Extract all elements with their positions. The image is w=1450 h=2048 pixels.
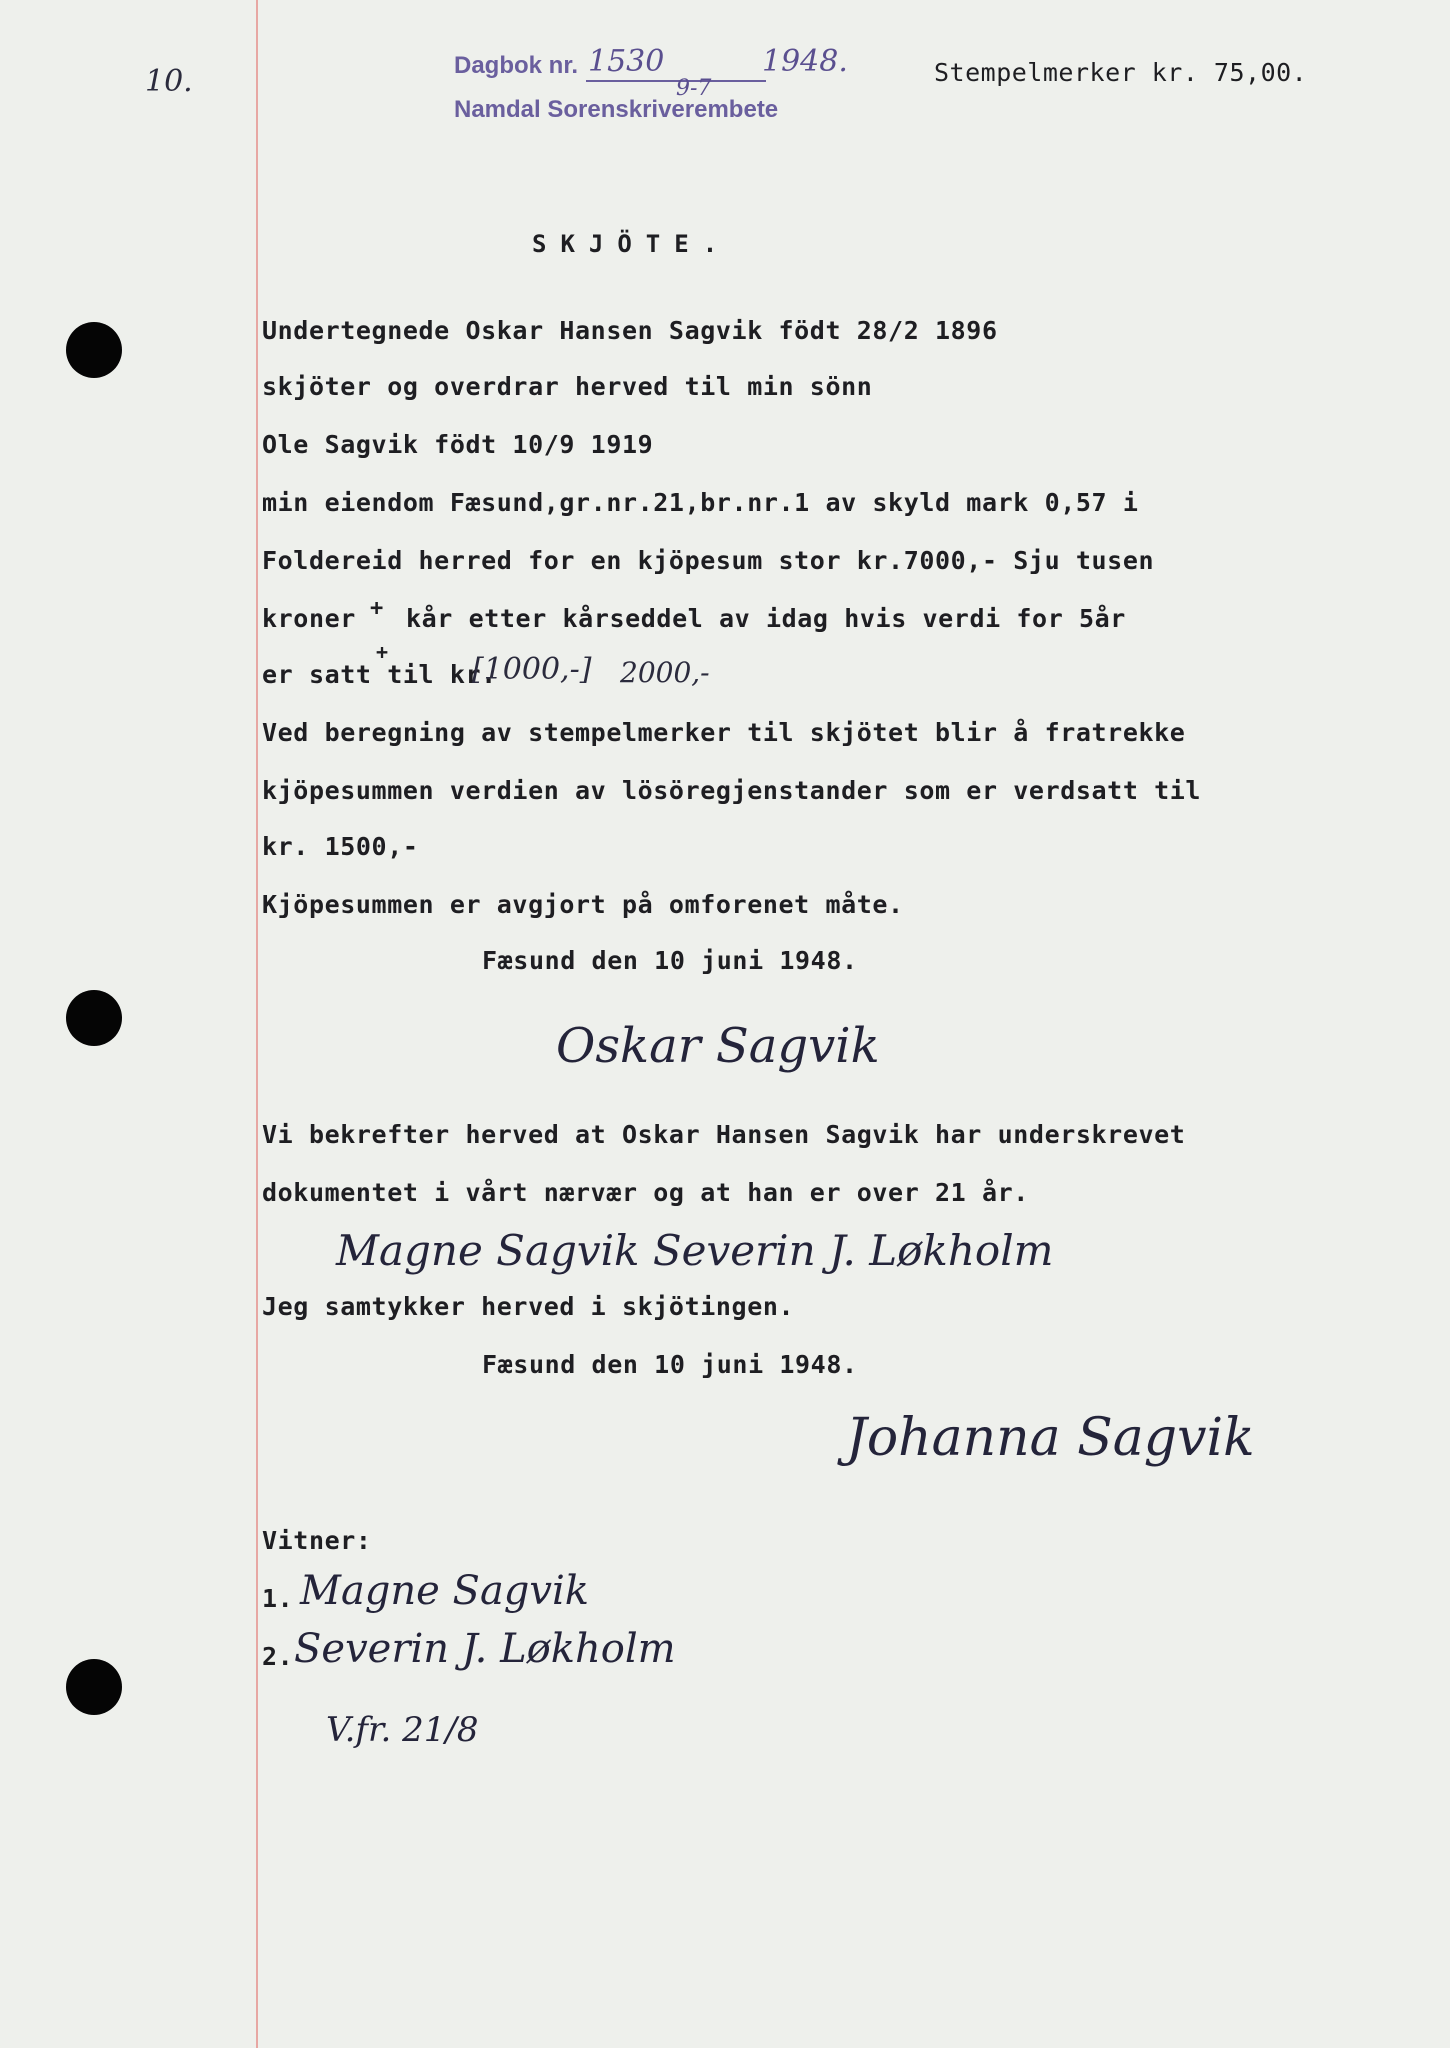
body-line: er satt til kr. xyxy=(262,660,497,689)
body-line: Kjöpesummen er avgjort på omforenet måte. xyxy=(262,890,904,919)
stamp-duty: Stempelmerker kr. 75,00. xyxy=(934,58,1308,87)
punch-hole xyxy=(66,322,122,378)
stamp-date: 9-7 xyxy=(676,76,712,101)
bracket-amount: [1000,-] xyxy=(472,652,592,687)
body-line: Undertegnede Oskar Hansen Sagvik födt 28/2 1896 xyxy=(262,316,998,345)
place-date: Fæsund den 10 juni 1948. xyxy=(482,1350,858,1379)
body-line: kroner xyxy=(262,604,356,633)
spouse-signature: Johanna Sagvik xyxy=(846,1408,1255,1468)
document-title: SKJÖTE. xyxy=(532,230,732,258)
body-line: kår etter kårseddel av idag hvis verdi for 5år xyxy=(406,604,1126,633)
insert-mark: + xyxy=(370,596,384,621)
seller-signature: Oskar Sagvik xyxy=(556,1018,880,1074)
witness-signatures: Magne Sagvik Severin J. Løkholm xyxy=(336,1226,1054,1275)
insert-mark: + xyxy=(376,640,389,664)
place-date: Fæsund den 10 juni 1948. xyxy=(482,946,858,975)
punch-hole xyxy=(66,1659,122,1715)
stamp-office: Namdal Sorenskriverembete xyxy=(454,96,779,123)
body-line: Foldereid herred for en kjöpesum stor kr.7000,- Sju tusen xyxy=(262,546,1155,575)
confirmation-line: Vi bekrefter herved at Oskar Hansen Sagvik har underskrevet xyxy=(262,1120,1186,1149)
new-amount: 2000,- xyxy=(620,656,710,689)
witness-number: 2. xyxy=(262,1642,294,1671)
witness-name: Magne Sagvik xyxy=(300,1568,590,1614)
stamp-year: 1948. xyxy=(762,44,848,79)
margin-line xyxy=(256,0,258,2048)
confirmation-line: dokumentet i vårt nærvær og at han er over 21 år. xyxy=(262,1178,1029,1207)
stamp-prefix: Dagbok nr. xyxy=(454,52,579,79)
body-line: kr. 1500,- xyxy=(262,832,419,861)
body-line: Ved beregning av stempelmerker til skjötet blir å fratrekke xyxy=(262,718,1186,747)
punch-hole xyxy=(66,990,122,1046)
body-line: skjöter og overdrar herved til min sönn xyxy=(262,372,873,401)
body-line: min eiendom Fæsund,gr.nr.21,br.nr.1 av skyld mark 0,57 i xyxy=(262,488,1139,517)
witness-name: Severin J. Løkholm xyxy=(294,1626,676,1672)
body-line: Ole Sagvik födt 10/9 1919 xyxy=(262,430,654,459)
margin-number: 10. xyxy=(145,64,193,99)
consent-line: Jeg samtykker herved i skjötingen. xyxy=(262,1292,795,1321)
stamp-number: 1530 xyxy=(588,44,665,79)
witness-number: 1. xyxy=(262,1584,294,1613)
body-line: kjöpesummen verdien av lösöregjenstander som er verdsatt til xyxy=(262,776,1202,805)
clerk-note: V.fr. 21/8 xyxy=(326,1710,479,1750)
witnesses-label: Vitner: xyxy=(262,1526,372,1555)
